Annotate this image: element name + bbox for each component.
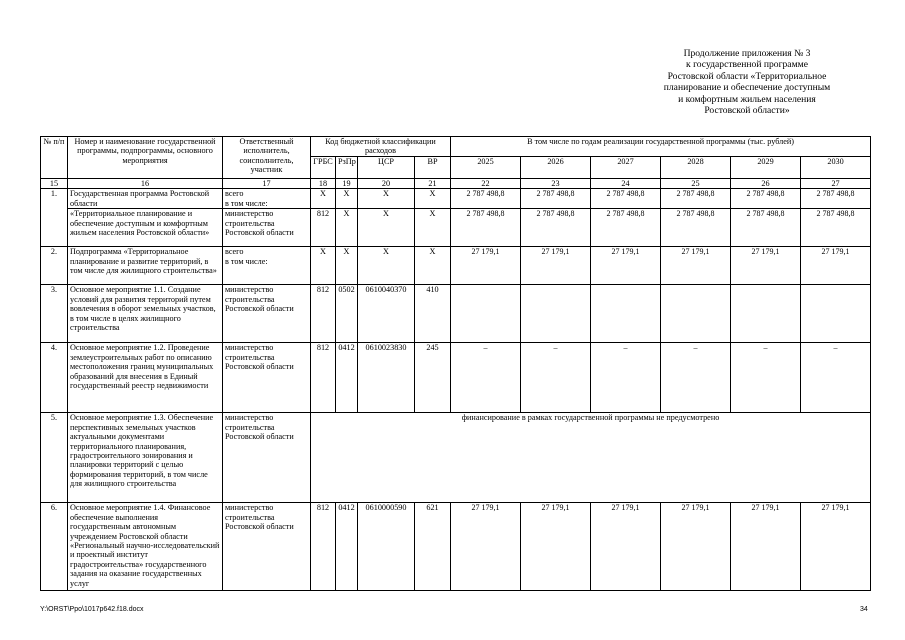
value-cell: 27 179,1 <box>731 503 801 591</box>
header-grbs: ГРБС <box>311 157 336 179</box>
col-number: 24 <box>591 179 661 189</box>
code-csr: X <box>358 209 415 247</box>
value-cell: 27 179,1 <box>591 503 661 591</box>
col-number: 21 <box>415 179 451 189</box>
code-vr: X <box>415 247 451 285</box>
value-cell <box>731 285 801 343</box>
resp-including: в том числе: <box>225 198 268 208</box>
row-responsible: министерство строительства Ростовской области <box>223 413 311 503</box>
header-year: 2029 <box>731 157 801 179</box>
resp-total: всего <box>225 247 244 257</box>
col-number: 25 <box>661 179 731 189</box>
footer-file-path: Y:\ORST\Ppo\1017p642.f18.docx <box>40 606 144 613</box>
col-number: 18 <box>311 179 336 189</box>
value-cell <box>661 285 731 343</box>
code-csr: 0610023830 <box>358 343 415 413</box>
row-name: Подпрограмма «Территориальное планирование и развитие территорий, в том числе для жилищного строительства» <box>68 247 223 285</box>
value-cell: 27 179,1 <box>591 247 661 285</box>
row-name: Государственная программа Ростовской области <box>68 189 223 209</box>
value-cell: 27 179,1 <box>801 247 871 285</box>
table-row <box>41 285 871 343</box>
row-num: 3. <box>41 285 68 343</box>
code-csr: X <box>358 189 415 209</box>
col-number: 17 <box>223 179 311 189</box>
code-grbs: X <box>311 247 336 285</box>
code-grbs: 812 <box>311 343 336 413</box>
header-num: № п/п <box>41 137 68 179</box>
row-responsible: министерство строительства Ростовской области <box>223 503 311 591</box>
value-cell <box>451 285 521 343</box>
value-cell <box>801 285 871 343</box>
table-row <box>41 209 871 247</box>
value-cell: – <box>801 343 871 413</box>
header-csr: ЦСР <box>358 157 415 179</box>
row-name: Основное мероприятие 1.3. Обеспечение перспективных земельных участков актуальными документами территориального планирования, градостроительного зонирования и планировки территорий с целью формирования территорий, в том числе для жилищного строительства <box>68 413 223 503</box>
value-cell: 27 179,1 <box>451 503 521 591</box>
code-vr: 410 <box>415 285 451 343</box>
value-cell: 2 787 498,8 <box>591 189 661 209</box>
header-line: Ростовской области «Территориальное <box>667 70 827 82</box>
column-number-row <box>41 179 871 189</box>
code-rzpr: X <box>336 209 358 247</box>
header-year: 2025 <box>451 157 521 179</box>
value-cell: 27 179,1 <box>731 247 801 285</box>
code-grbs: 812 <box>311 503 336 591</box>
code-grbs: 812 <box>311 285 336 343</box>
value-cell: 27 179,1 <box>521 503 591 591</box>
code-grbs: X <box>311 189 336 209</box>
row-num: 4. <box>41 343 68 413</box>
table-row <box>41 413 871 503</box>
code-csr: 0610040370 <box>358 285 415 343</box>
header-line: и комфортным жильем населения <box>678 93 816 105</box>
header-vr: ВР <box>415 157 451 179</box>
value-cell: 2 787 498,8 <box>661 209 731 247</box>
header-name: Номер и наименование государственной программы, подпрограммы, основного мероприятия <box>68 137 223 179</box>
value-cell: 27 179,1 <box>451 247 521 285</box>
code-csr: 0610000590 <box>358 503 415 591</box>
document-header <box>640 48 854 116</box>
row-name: Основное мероприятие 1.4. Финансовое обеспечение выполнения государственным автономным учреждением Ростовской области «Региональный научно-исследовательский и проектный институт градостроительства» государственного задания на оказание государственных услуг <box>68 503 223 591</box>
value-cell: 27 179,1 <box>801 503 871 591</box>
header-responsible: Ответственный исполнитель, соисполнитель, участник <box>223 137 311 179</box>
row-name: Основное мероприятие 1.2. Проведение землеустроительных работ по описанию местоположения границ муниципальных образований для внесения в Единый государственный реестр недвижимости <box>68 343 223 413</box>
code-vr: X <box>415 189 451 209</box>
header-line: планирование и обеспечение доступным <box>663 82 831 94</box>
row-responsible <box>223 247 311 285</box>
code-rzpr: X <box>336 247 358 285</box>
row-responsible: министерство строительства Ростовской области <box>223 209 311 247</box>
funding-note: финансирование в рамках государственной программы не предусмотрено <box>311 413 871 503</box>
row-responsible: министерство строительства Ростовской области <box>223 343 311 413</box>
value-cell: 2 787 498,8 <box>801 189 871 209</box>
header-year: 2030 <box>801 157 871 179</box>
value-cell <box>521 285 591 343</box>
code-csr: X <box>358 247 415 285</box>
value-cell: 2 787 498,8 <box>521 209 591 247</box>
value-cell: – <box>731 343 801 413</box>
col-number: 15 <box>41 179 68 189</box>
code-vr: 621 <box>415 503 451 591</box>
col-number: 19 <box>336 179 358 189</box>
col-number: 27 <box>801 179 871 189</box>
header-line: к государственной программе <box>686 59 808 71</box>
header-budget-code: Код бюджетной классификации расходов <box>311 137 451 157</box>
program-table <box>40 136 871 591</box>
header-year: 2027 <box>591 157 661 179</box>
value-cell: 27 179,1 <box>521 247 591 285</box>
code-rzpr: 0502 <box>336 285 358 343</box>
header-year: 2028 <box>661 157 731 179</box>
col-number: 16 <box>68 179 223 189</box>
code-vr: 245 <box>415 343 451 413</box>
header-year: 2026 <box>521 157 591 179</box>
code-vr: X <box>415 209 451 247</box>
row-name-cont: «Территориальное планирование и обеспечение доступным и комфортным жильем населения Ростовской области» <box>68 209 223 247</box>
value-cell: 27 179,1 <box>661 247 731 285</box>
code-grbs: 812 <box>311 209 336 247</box>
value-cell <box>591 285 661 343</box>
footer-page-number: 34 <box>860 606 868 613</box>
header-years-group: В том числе по годам реализации государственной программы (тыс. рублей) <box>451 137 871 157</box>
row-num: 5. <box>41 413 68 503</box>
header-line: Продолжение приложения № 3 <box>683 48 811 59</box>
value-cell: – <box>591 343 661 413</box>
table-row <box>41 343 871 413</box>
code-rzpr: 0412 <box>336 503 358 591</box>
table-header-row <box>41 137 871 157</box>
col-number: 22 <box>451 179 521 189</box>
header-line: Ростовской области» <box>704 105 790 117</box>
value-cell: 2 787 498,8 <box>661 189 731 209</box>
value-cell: 2 787 498,8 <box>521 189 591 209</box>
col-number: 26 <box>731 179 801 189</box>
row-num: 2. <box>41 247 68 285</box>
value-cell: 27 179,1 <box>661 503 731 591</box>
row-num: 6. <box>41 503 68 591</box>
col-number: 20 <box>358 179 415 189</box>
value-cell: 2 787 498,8 <box>731 209 801 247</box>
row-responsible <box>223 189 311 209</box>
row-name: Основное мероприятие 1.1. Создание условий для развития территорий путем вовлечения в оборот земельных участков, в том числе в целях жилищного строительства <box>68 285 223 343</box>
table-row <box>41 189 871 209</box>
code-rzpr: X <box>336 189 358 209</box>
resp-total: всего <box>225 189 244 199</box>
value-cell: – <box>451 343 521 413</box>
value-cell: 2 787 498,8 <box>451 209 521 247</box>
col-number: 23 <box>521 179 591 189</box>
value-cell: – <box>521 343 591 413</box>
row-num: 1. <box>41 189 68 247</box>
table-row <box>41 247 871 285</box>
header-rzpr: РзПр <box>336 157 358 179</box>
resp-including: в том числе: <box>225 256 268 266</box>
value-cell: 2 787 498,8 <box>591 209 661 247</box>
table-row <box>41 503 871 591</box>
value-cell: 2 787 498,8 <box>451 189 521 209</box>
value-cell: 2 787 498,8 <box>801 209 871 247</box>
row-responsible: министерство строительства Ростовской области <box>223 285 311 343</box>
value-cell: – <box>661 343 731 413</box>
code-rzpr: 0412 <box>336 343 358 413</box>
value-cell: 2 787 498,8 <box>731 189 801 209</box>
